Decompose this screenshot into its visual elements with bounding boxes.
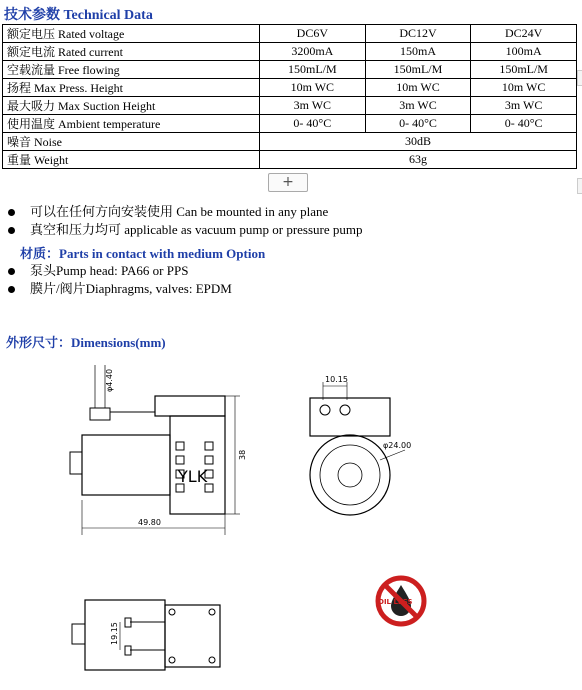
add-row-button[interactable]: +	[268, 173, 308, 192]
feature-list	[6, 203, 363, 239]
table-cell: 3m WC	[471, 97, 577, 115]
side-view-drawing	[60, 360, 260, 540]
dim-top-width: 10.15	[325, 375, 348, 384]
dimensions-heading: 外形尺寸：Dimensions(mm)	[6, 335, 166, 350]
list-item: 膜片/阀片Diaphragms, valves: EPDM	[6, 280, 232, 298]
dim-length: 49.80	[138, 518, 161, 527]
technical-data-table	[2, 24, 577, 169]
table-cell: 0- 40°C	[365, 115, 471, 133]
table-row	[3, 97, 577, 115]
table-row	[3, 133, 577, 151]
table-row	[3, 25, 577, 43]
bottom-view-drawing	[60, 590, 230, 685]
row-label: 重量 Weight	[3, 151, 260, 169]
list-item: 泵头Pump head: PA66 or PPS	[6, 262, 232, 280]
table-cell: 3m WC	[365, 97, 471, 115]
table-cell: 100mA	[471, 43, 577, 61]
table-cell: 3200mA	[260, 43, 366, 61]
list-item: 真空和压力均可 applicable as vacuum pump or pressure pump	[6, 221, 363, 239]
table-cell: DC12V	[365, 25, 471, 43]
table-row	[3, 151, 577, 169]
row-label: 额定电压 Rated voltage	[3, 25, 260, 43]
table-cell: DC6V	[260, 25, 366, 43]
brand-logo-text: YLK	[178, 467, 208, 486]
row-label: 噪音 Noise	[3, 133, 260, 151]
section-title: 技术参数 Technical Data	[4, 8, 153, 23]
table-cell: 30dB	[260, 133, 577, 151]
table-cell: 150mL/M	[365, 61, 471, 79]
table-cell: 10m WC	[471, 79, 577, 97]
table-row	[3, 43, 577, 61]
table-cell: 150mL/M	[260, 61, 366, 79]
table-cell: 3m WC	[260, 97, 366, 115]
row-label: 额定电流 Rated current	[3, 43, 260, 61]
table-row	[3, 61, 577, 79]
table-cell: 150mA	[365, 43, 471, 61]
bullet-icon	[8, 286, 15, 293]
table-row	[3, 79, 577, 97]
table-row	[3, 115, 577, 133]
dim-motor-diameter: φ24.00	[383, 441, 412, 450]
table-cell: 0- 40°C	[260, 115, 366, 133]
dim-height: 38	[238, 449, 247, 460]
dim-nozzle-diameter: φ4.40	[105, 368, 114, 392]
row-label: 最大吸力 Max Suction Height	[3, 97, 260, 115]
table-cell: 150mL/M	[471, 61, 577, 79]
bullet-icon	[8, 209, 15, 216]
table-cell: 0- 40°C	[471, 115, 577, 133]
table-cell: 10m WC	[260, 79, 366, 97]
row-label: 空载流量 Free flowing	[3, 61, 260, 79]
scroll-edge-marker	[577, 70, 582, 86]
row-label: 扬程 Max Press. Height	[3, 79, 260, 97]
dim-bottom: 19.15	[110, 622, 119, 645]
front-view-drawing	[295, 370, 425, 530]
table-cell: 10m WC	[365, 79, 471, 97]
scroll-edge-marker	[577, 178, 582, 194]
oil-less-icon	[375, 575, 427, 627]
materials-heading: 材质：Parts in contact with medium Option	[20, 246, 266, 261]
list-item: 可以在任何方向安装使用 Can be mounted in any plane	[6, 203, 363, 221]
materials-list	[6, 262, 232, 298]
oil-less-label: OIL LESS	[378, 598, 413, 606]
bullet-icon	[8, 227, 15, 234]
table-cell: 63g	[260, 151, 577, 169]
bullet-icon	[8, 268, 15, 275]
row-label: 使用温度 Ambient temperature	[3, 115, 260, 133]
table-cell: DC24V	[471, 25, 577, 43]
